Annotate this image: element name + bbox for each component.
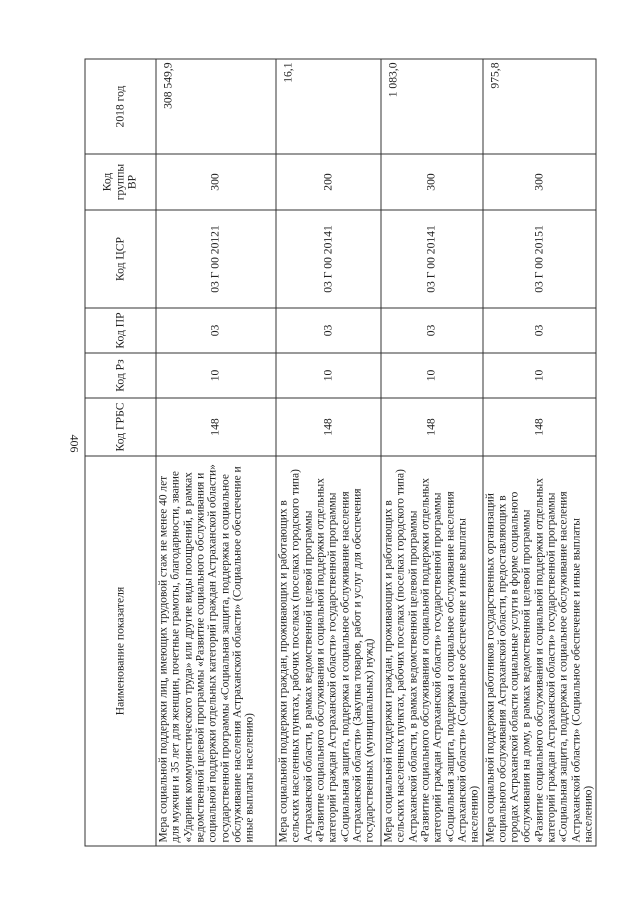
page-number: 406 [67,434,82,453]
row-pr: 03 [381,308,483,353]
row-name: Мера социальной поддержки работников государственных организаций социального обслуживания Астраханской области, предоставляющих в городах Астраханской области социальные услуги в форме социального обслуживания на дому, в рамках ведомственной целевой программы «Развитие социального обслуживания и социальной поддержки отдельных категорий граждан Астраханской области» государственной программы «Социальная защита, поддержка и социальное обслуживание населения Астраханской области» (Социальное обеспечение и иные выплаты населению) [483,456,597,846]
table-row [483,59,597,846]
row-grbs: 148 [483,398,597,456]
row-amount: 975,8 [483,59,597,154]
row-csr: 03 Г 00 20151 [483,210,597,308]
header-year: 2018 год [85,59,156,154]
row-name: Мера социальной поддержки граждан, проживающих и работающих в сельских населенных пунктах, рабочих поселках (поселках городского типа) Астраханской области, в рамках ведомственной целевой программы «Развитие социального обслуживания и социальной поддержки отдельных категорий граждан Астраханской области» государственной программы «Социальная защита, поддержка и социальное обслуживание населения Астраханской области» (Закупка товаров, работ и услуг для обеспечения государственных (муниципальных) нужд) [276,456,381,846]
row-csr: 03 Г 00 20141 [381,210,483,308]
header-vr: Код группы ВР [85,154,156,210]
table-row [156,59,276,846]
row-vr: 200 [276,154,381,210]
table-header-row [85,59,156,846]
row-vr: 300 [483,154,597,210]
table-row [381,59,483,846]
row-pr: 03 [483,308,597,353]
row-rz: 10 [483,353,597,398]
table-row [276,59,381,846]
row-name: Мера социальной поддержки граждан, проживающих и работающих в сельских населенных пунктах, рабочих поселках (поселках городского типа) Астраханской области, в рамках ведомственной целевой программы «Развитие социального обслуживания и социальной поддержки отдельных категорий граждан Астраханской области» государственной программы «Социальная защита, поддержка и социальное обслуживание населения Астраханской области» (Социальное обеспечение и иные выплаты населению) [381,456,483,846]
row-rz: 10 [381,353,483,398]
header-name: Наименование показателя [85,456,156,846]
row-amount: 1 083,0 [381,59,483,154]
row-pr: 03 [156,308,276,353]
row-vr: 300 [156,154,276,210]
row-amount: 16,1 [276,59,381,154]
header-csr: Код ЦСР [85,210,156,308]
header-grbs: Код ГРБС [85,398,156,456]
header-pr: Код ПР [85,308,156,353]
row-grbs: 148 [381,398,483,456]
header-rz: Код Рз [85,353,156,398]
row-csr: 03 Г 00 20121 [156,210,276,308]
row-pr: 03 [276,308,381,353]
row-grbs: 148 [156,398,276,456]
budget-table [85,58,597,846]
row-name: Мера социальной поддержки лиц, имеющих трудовой стаж не менее 40 лет для мужчин и 35 лет для женщин, почетные грамоты, благодарности, звание «Ударник коммунистического труда» или другие виды поощрений, в рамках ведомственной целевой программы «Развитие социального обслуживания и социальной поддержки отдельных категорий граждан Астраханской области» государственной программы «Социальная защита, поддержка и социальное обслуживание населения Астраханской области» (Социальное обеспечение и иные выплаты населению) [156,456,276,846]
row-rz: 10 [156,353,276,398]
row-rz: 10 [276,353,381,398]
row-amount: 308 549,9 [156,59,276,154]
row-grbs: 148 [276,398,381,456]
row-csr: 03 Г 00 20141 [276,210,381,308]
row-vr: 300 [381,154,483,210]
rotated-table-wrapper [85,59,595,846]
